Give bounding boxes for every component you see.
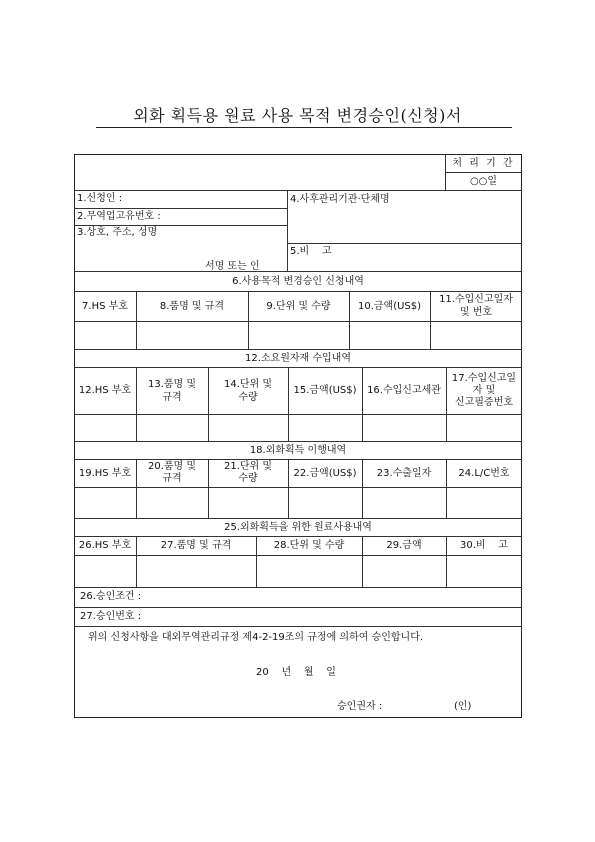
divider [287, 190, 288, 271]
table-header: 7.HS 부호 [82, 300, 128, 312]
table-header: 11.수입신고일자 및 번호 [439, 294, 513, 318]
table-header: 28.단위 및 수량 [273, 540, 345, 551]
processing-period-value: ○○일 [469, 175, 498, 187]
approval-statement: 위의 신청사항을 대외무역관리규정 제4-2-19조의 규정에 의하여 승인합니다. [88, 632, 424, 643]
divider [74, 487, 522, 488]
applicant-field: 1.신청인 : [77, 193, 123, 204]
divider [74, 225, 287, 226]
approval-condition-field: 26.승인조건 : [80, 591, 142, 602]
table-header: 26.HS 부호 [78, 540, 132, 551]
company-address-name-field: 3.상호, 주소, 성명 [77, 227, 158, 238]
table-header: 22.금액(US$) [293, 467, 357, 479]
table-header: 24.L/C번호 [458, 467, 510, 479]
divider [74, 321, 522, 322]
approval-date: 20 년 월 일 [256, 667, 336, 678]
table-header: 30.비 고 [460, 540, 508, 551]
title-underline [96, 127, 512, 128]
approval-number-field: 27.승인번호 : [80, 611, 142, 622]
table-header: 9.단위 및 수량 [266, 300, 331, 312]
section-18-title: 18.외화획득 이행내역 [249, 444, 347, 456]
approver-label: 승인권자 : [337, 701, 383, 712]
divider [287, 243, 522, 244]
table-header: 27.품명 및 규격 [160, 540, 232, 551]
divider [74, 190, 522, 191]
divider [74, 555, 522, 556]
divider [74, 208, 287, 209]
table-header: 13.품명 및 규격 [147, 378, 197, 403]
section-25-title: 25.외화획득을 위한 원료사용내역 [224, 521, 372, 533]
divider [74, 414, 522, 415]
processing-period-label: 처 리 기 간 [452, 157, 515, 169]
table-header: 14.단위 및 수량 [223, 378, 273, 403]
table-header: 17.수입신고일 자 및 신고필증번호 [451, 372, 517, 408]
trade-id-field: 2.무역업고유번호 : [77, 211, 161, 222]
table-header: 29.금액 [386, 540, 422, 551]
table-header: 8.품명 및 규격 [159, 300, 225, 312]
seal-label: (인) [454, 701, 472, 712]
table-header: 10.금액(US$) [357, 300, 422, 312]
document-title: 외화 획득용 원료 사용 목적 변경승인(신청)서 [133, 106, 462, 125]
divider [74, 607, 522, 608]
divider [74, 587, 522, 588]
table-header: 12.HS 부호 [78, 385, 132, 396]
table-header: 21.단위 및 수량 [223, 461, 273, 484]
table-header: 16.수입신고세관 [367, 385, 441, 396]
remarks-field: 5.비 고 [290, 246, 332, 257]
table-header: 20.품명 및 규격 [147, 461, 197, 484]
signature-label: 서명 또는 인 [205, 261, 260, 272]
post-management-agency-field: 4.사후관리기관·단체명 [290, 194, 390, 205]
table-header: 23.수출일자 [376, 467, 432, 479]
table-header: 15.금액(US$) [293, 385, 357, 396]
section-6-title: 6.사용목적 변경승인 신청내역 [232, 275, 364, 287]
section-12-title: 12.소요원자재 수입내역 [244, 352, 352, 364]
table-header: 19.HS 부호 [78, 467, 132, 479]
divider [74, 626, 522, 627]
